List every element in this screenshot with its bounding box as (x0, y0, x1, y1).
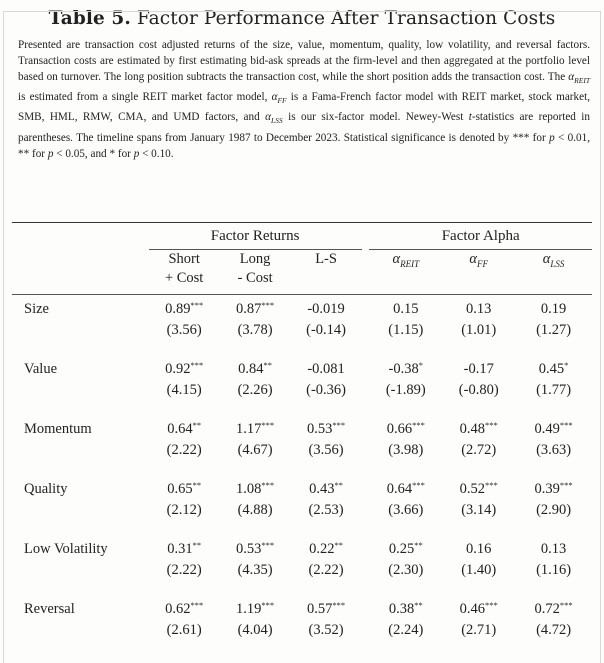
significance-stars: *** (485, 480, 498, 490)
tstat-cell: (2.22) (308, 562, 344, 578)
significance-stars: *** (261, 420, 275, 430)
significance-stars: ** (263, 360, 273, 370)
tstat-cell: (-0.14) (306, 322, 346, 338)
tstat-cell: (4.04) (237, 622, 273, 638)
tstat-cell: (-1.89) (385, 382, 426, 398)
row-spacer (12, 341, 592, 359)
significance-stars: ** (192, 540, 202, 550)
row-label: Reversal (24, 601, 75, 617)
significance-stars: *** (559, 420, 573, 430)
tstat-cell: (-0.80) (458, 382, 499, 398)
coef-cell: 0.49*** (534, 420, 573, 437)
tstat-cell: (2.22) (166, 442, 202, 458)
coef-cell: 0.45* (538, 360, 569, 377)
coef-cell: -0.17 (463, 361, 494, 377)
group-header-row (12, 223, 592, 250)
coef-cell: 0.43** (309, 480, 343, 497)
tstat-cell: (1.15) (388, 322, 424, 338)
tstat-row (12, 620, 592, 641)
significance-stars: *** (559, 600, 573, 610)
coef-cell: 0.87*** (236, 300, 275, 317)
table-row (12, 295, 592, 321)
row-label: Quality (24, 481, 68, 497)
tstat-row (12, 440, 592, 461)
row-label: Low Volatility (24, 541, 108, 557)
coef-cell: 0.31** (167, 540, 202, 557)
tstat-cell: (2.12) (166, 502, 202, 518)
tstat-cell: (2.53) (308, 502, 344, 518)
significance-stars: ** (192, 480, 202, 490)
tstat-cell: (4.35) (237, 562, 273, 578)
row-spacer (12, 401, 592, 419)
tstat-cell: (2.26) (237, 382, 273, 398)
col-short-header: Short + Cost (149, 250, 220, 295)
significance-stars: *** (190, 360, 204, 370)
tstat-cell: (3.63) (536, 442, 572, 458)
caption-p-var: p (549, 131, 555, 144)
caption-text: is our six-factor model. Newey-West (282, 111, 469, 124)
tstat-row (12, 560, 592, 581)
col-long-header: Long - Cost (220, 250, 291, 295)
tstat-cell: (3.66) (388, 502, 424, 518)
significance-stars: *** (261, 600, 275, 610)
coef-cell: 0.89*** (165, 300, 204, 317)
caption-text: is a Fama-French factor model with REIT market, stock market, SMB, HML, RMW, CMA, and UMD factors, and (18, 91, 591, 124)
coef-cell: 0.65** (167, 480, 202, 497)
significance-stars: ** (414, 540, 423, 550)
coef-cell: 0.52*** (459, 480, 498, 497)
significance-stars: *** (412, 480, 425, 490)
coef-cell: 0.38** (388, 600, 423, 617)
coef-cell: 0.19 (540, 301, 567, 317)
col-alpha-reit-header: $\alpha_{REIT}$ (369, 250, 442, 295)
coef-cell: 0.53*** (307, 420, 346, 437)
coef-cell: 0.46*** (459, 600, 498, 617)
caption-text: is estimated from a single REIT market factor model, (18, 91, 272, 104)
tstat-cell: (3.98) (388, 442, 424, 458)
tstat-cell: (2.61) (166, 622, 202, 638)
tstat-cell: (2.24) (388, 622, 424, 638)
tstat-cell: (2.90) (536, 502, 572, 518)
significance-stars: *** (332, 600, 346, 610)
tstat-cell: (3.14) (461, 502, 497, 518)
results-table (12, 222, 592, 641)
caption-text: < 0.01, ** for (18, 131, 590, 160)
caption-text: Presented are transaction cost adjusted returns of the size, value, momentum, quality, low volatility, and reversal factors. Transaction costs are estimated by first estimating bid-ask spreads at the firm-level and then aggregated at the portfolio level based on turnover. The long position subtracts the transaction cost, while the short position adds the transaction cost. The (18, 39, 590, 83)
significance-stars: ** (334, 480, 343, 490)
coef-cell: 0.72*** (534, 600, 573, 617)
caption-text: < 0.05, and * for (53, 147, 134, 160)
row-label: Size (24, 301, 49, 317)
tstat-row (12, 320, 592, 341)
caption-t-var: t (468, 111, 472, 124)
significance-stars: ** (414, 600, 423, 610)
factor-alpha-header: Factor Alpha (369, 223, 592, 250)
caption-alpha-sub: REIT (574, 76, 590, 86)
coef-cell: 0.53*** (236, 540, 275, 557)
significance-stars: *** (485, 420, 498, 430)
tstat-cell: (4.72) (536, 622, 572, 638)
col-alpha-lss-header: $\alpha_{LSS}$ (515, 250, 592, 295)
significance-stars: *** (190, 300, 204, 310)
tstat-cell: (3.78) (237, 322, 273, 338)
col-ls-header: L-S (291, 250, 362, 295)
coef-cell: 0.92*** (165, 360, 204, 377)
tstat-cell: (4.88) (237, 502, 273, 518)
table-title-text: Factor Performance After Transaction Costs (136, 8, 556, 29)
tstat-cell: (1.16) (536, 562, 572, 578)
significance-stars: *** (559, 480, 573, 490)
coef-cell: 0.25** (388, 540, 423, 557)
table-row (12, 479, 592, 500)
coef-cell: 0.84** (238, 360, 273, 377)
tstat-row (12, 380, 592, 401)
tstat-cell: (1.27) (536, 322, 572, 338)
column-header-row (12, 250, 592, 295)
tstat-cell: (3.52) (308, 622, 344, 638)
row-spacer (12, 521, 592, 539)
coef-cell: 0.39*** (534, 480, 573, 497)
coef-cell: 0.64** (167, 420, 202, 437)
tstat-cell: (4.15) (166, 382, 202, 398)
tstat-cell: (2.72) (461, 442, 497, 458)
significance-stars: *** (190, 600, 204, 610)
caption-alpha-sub: LSS (271, 116, 283, 126)
tstat-cell: (-0.36) (306, 382, 346, 398)
caption-p-var: p (133, 147, 140, 160)
coef-cell: -0.081 (307, 361, 345, 377)
factor-returns-header: Factor Returns (149, 223, 362, 250)
coef-cell: 1.08*** (236, 480, 275, 497)
table-number: Table 5. (48, 8, 131, 29)
col-alpha-ff-header: $\alpha_{FF}$ (442, 250, 515, 295)
significance-stars: ** (192, 420, 202, 430)
coef-cell: 0.15 (393, 301, 419, 317)
significance-stars: ** (334, 540, 343, 550)
caption-p-var: p (47, 147, 54, 160)
tstat-cell: (3.56) (308, 442, 344, 458)
tstat-cell: (1.77) (536, 382, 572, 398)
caption-text: -statistics are reported in parentheses. The timeline spans from January 1987 to December 2023. Statistical significance is denoted by *** for (18, 111, 591, 144)
significance-stars: *** (261, 300, 275, 310)
table-row (12, 419, 592, 440)
significance-stars: *** (332, 420, 346, 430)
tstat-cell: (1.01) (461, 322, 497, 338)
tstat-cell: (3.56) (166, 322, 202, 338)
coef-cell: 1.17*** (236, 420, 275, 437)
row-spacer (12, 581, 592, 599)
significance-stars: *** (485, 600, 498, 610)
coef-cell: 0.13 (540, 541, 567, 557)
tstat-row (12, 500, 592, 521)
row-label: Value (24, 361, 58, 377)
significance-stars: * (564, 360, 569, 370)
significance-stars: *** (261, 480, 275, 490)
coef-cell: 0.66*** (386, 420, 425, 437)
coef-cell: 0.48*** (459, 420, 498, 437)
tstat-cell: (4.67) (237, 442, 273, 458)
table-caption: Presented are transaction cost adjusted returns of the size, value, momentum, quality, low volatility, and reversal factors. Transaction costs are estimated by first estimating bid-ask spreads at the firm-level and then aggregated at the portfolio level based on turnover. The long position subtracts the transaction cost, while the short position adds the transaction cost. The $\alpha_{REIT}$ is estimated from a single REIT market factor model, $\alpha_{FF}$ is a Fama-French factor model with REIT market, stock market, SMB, HML, RMW, CMA, and UMD factors, and $\alpha_{LSS}$ is our six-factor model. Newey-West t-statistics are reported in parentheses. The timeline spans from January 1987 to December 2023. Statistical significance is denoted by *** for p < 0.01, ** for p < 0.05, and * for p < 0.10. (18, 39, 591, 160)
row-label: Momentum (24, 421, 92, 437)
coef-cell: 0.62*** (165, 600, 204, 617)
coef-cell: -0.38* (388, 360, 424, 377)
coef-cell: 0.57*** (307, 600, 346, 617)
coef-cell: -0.019 (307, 301, 345, 317)
tstat-cell: (2.30) (388, 562, 424, 578)
table-row (12, 599, 592, 620)
coef-cell: 1.19*** (236, 600, 275, 617)
row-spacer (12, 461, 592, 479)
tstat-cell: (1.40) (461, 562, 497, 578)
coef-cell: 0.13 (466, 301, 492, 317)
tstat-cell: (2.71) (461, 622, 497, 638)
caption-alpha-sub: FF (277, 96, 287, 106)
caption-text: < 0.10. (139, 147, 174, 160)
significance-stars: * (418, 360, 424, 370)
tstat-cell: (2.22) (166, 562, 202, 578)
coef-cell: 0.64*** (386, 480, 425, 497)
significance-stars: *** (261, 540, 275, 550)
coef-cell: 0.16 (466, 541, 492, 557)
coef-cell: 0.22** (309, 540, 343, 557)
table-row (12, 539, 592, 560)
significance-stars: *** (412, 420, 425, 430)
table-row (12, 359, 592, 380)
